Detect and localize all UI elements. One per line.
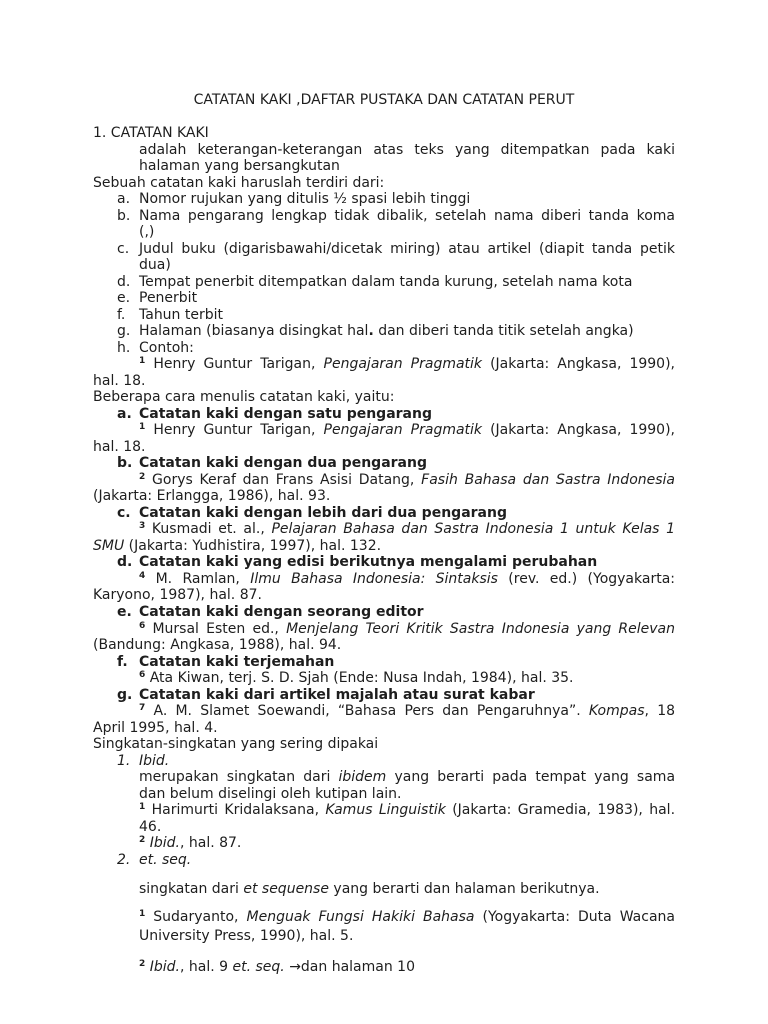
list-marker: b.	[117, 207, 131, 224]
list-item-text: dua)	[139, 257, 171, 274]
list-item	[93, 274, 675, 291]
footnote-line: 46.	[139, 818, 162, 835]
footnote	[93, 472, 675, 505]
footnote-abbrev: et. seq.	[232, 958, 285, 975]
explanation-text: yang berarti pada tempat yang sama	[394, 769, 676, 786]
abbreviation-item	[93, 753, 675, 770]
method-heading-text: Catatan kaki dari artikel majalah atau surat kabar	[139, 686, 535, 703]
method-heading	[93, 455, 675, 472]
footnote-title: Ilmu Bahasa Indonesia: Sintaksis	[250, 570, 498, 587]
footnote-date: , 18	[644, 703, 676, 720]
list-marker: 2.	[117, 851, 131, 868]
list-marker: a.	[117, 405, 132, 422]
footnote-number: 1	[139, 909, 146, 920]
footnote	[139, 908, 675, 946]
footnote-number: 6	[139, 670, 146, 681]
footnote-publication: (Jakarta: Angkasa, 1990),	[490, 422, 676, 439]
explanation-term: ibidem	[338, 769, 387, 786]
footnote-line: (Jakarta: Erlangga, 1986), hal. 93.	[93, 488, 331, 505]
footnote-line: University Press, 1990), hal. 5.	[139, 928, 354, 945]
footnote-line	[93, 521, 675, 538]
footnote-author: Gorys Keraf dan Frans Asisi Datang,	[152, 471, 415, 488]
list-item	[93, 340, 675, 357]
section-heading: 1. CATATAN KAKI	[93, 125, 209, 142]
list-item	[93, 208, 675, 241]
list-item-text: Judul buku (digarisbawahi/dicetak miring) atau artikel (diapit tanda petik	[139, 240, 675, 257]
list-marker: f.	[117, 653, 128, 670]
footnote-number: 2	[139, 958, 146, 969]
footnote-title: Menjelang Teori Kritik Sastra Indonesia yang Relevan	[286, 620, 676, 637]
list-item-text: Contoh:	[139, 339, 194, 356]
explanation-line	[139, 769, 675, 786]
footnote-line	[93, 538, 675, 555]
footnote-line	[139, 959, 675, 976]
footnote-line	[93, 356, 675, 373]
footnote-author: Kusmadi et. al.,	[151, 521, 265, 538]
method-heading-text: Catatan kaki dengan dua pengarang	[139, 455, 427, 472]
footnote-publication: (rev. ed.) (Yogyakarta:	[508, 570, 675, 587]
footnote-number: 7	[139, 703, 146, 714]
method-heading	[93, 604, 675, 621]
method-heading	[93, 505, 675, 522]
footnote-note: →dan halaman 10	[289, 958, 415, 975]
list-marker: d.	[117, 273, 131, 290]
method-heading	[93, 687, 675, 704]
list-marker: 1.	[117, 752, 131, 769]
footnote-author: Mursal Esten ed.,	[152, 620, 279, 637]
footnote-page: , hal. 87.	[179, 835, 242, 852]
document-page	[93, 92, 675, 975]
list-marker: h.	[117, 339, 131, 356]
footnote-line	[93, 670, 675, 687]
methods-intro: Beberapa cara menulis catatan kaki, yaitu:	[93, 389, 395, 406]
footnote-number: 1	[139, 356, 146, 367]
footnote-text: Ata Kiwan, terj. S. D. Sjah (Ende: Nusa Indah, 1984), hal. 35.	[149, 670, 574, 687]
method-heading-text: Catatan kaki dengan seorang editor	[139, 603, 424, 620]
components-intro: Sebuah catatan kaki haruslah terdiri dari:	[93, 174, 385, 191]
footnote-title: Fasih Bahasa dan Sastra Indonesia	[421, 471, 676, 488]
list-item	[93, 241, 675, 274]
method-heading-text: Catatan kaki yang edisi berikutnya mengalami perubahan	[139, 554, 598, 571]
footnote-line: hal. 18.	[93, 438, 146, 455]
footnote	[93, 621, 675, 654]
footnote-example	[93, 356, 675, 389]
list-marker: f.	[117, 306, 126, 323]
list-marker: b.	[117, 455, 133, 472]
footnote-number: 2	[139, 835, 146, 846]
footnote-page: , hal. 9	[179, 958, 229, 975]
list-item-text: Tempat penerbit ditempatkan dalam tanda kurung, setelah nama kota	[139, 273, 633, 290]
footnote-line	[93, 703, 675, 720]
abbreviation-term: Ibid.	[139, 752, 170, 769]
footnote	[93, 422, 675, 455]
list-item	[93, 290, 675, 307]
footnote-title: Pelajaran Bahasa dan Sastra Indonesia 1 untuk Kelas 1	[271, 521, 676, 538]
explanation-text: merupakan singkatan dari	[139, 769, 331, 786]
footnote-title: Kamus Linguistik	[325, 802, 446, 819]
footnote-line: (Bandung: Angkasa, 1988), hal. 94.	[93, 637, 342, 654]
bold-period: .	[368, 323, 374, 340]
footnote	[93, 703, 675, 736]
footnote-publication: (Jakarta: Gramedia, 1983), hal.	[452, 802, 676, 819]
explanation-line	[139, 881, 675, 898]
list-item-text: Tahun terbit	[139, 306, 224, 323]
list-marker: c.	[117, 240, 130, 257]
abbreviation-term: et. seq.	[139, 851, 192, 868]
footnote-line	[93, 571, 675, 588]
method-heading	[93, 554, 675, 571]
list-marker: c.	[117, 504, 131, 521]
footnote	[93, 670, 675, 687]
footnote-number: 2	[139, 471, 146, 482]
list-item-text: Nama pengarang lengkap tidak dibalik, setelah nama diberi tanda koma	[139, 207, 675, 224]
list-marker: g.	[117, 686, 133, 703]
method-heading-text: Catatan kaki terjemahan	[139, 653, 335, 670]
list-marker: g.	[117, 323, 131, 340]
footnote-title: Pengajaran Pragmatik	[323, 356, 483, 373]
abbreviation-item	[93, 852, 675, 869]
footnote-publication: (Jakarta: Angkasa, 1990),	[490, 356, 676, 373]
footnote-line	[139, 802, 675, 819]
list-marker: e.	[117, 290, 131, 307]
definition-line: adalah keterangan-keterangan atas teks yang ditempatkan pada kaki	[139, 141, 675, 158]
method-heading-text: Catatan kaki dengan satu pengarang	[139, 405, 432, 422]
footnote-number: 1	[139, 422, 146, 433]
footnote-number: 3	[139, 521, 146, 532]
method-heading	[93, 654, 675, 671]
list-marker: e.	[117, 603, 132, 620]
list-item-text	[139, 323, 675, 340]
footnote-line	[93, 621, 675, 638]
list-item-text-part: Halaman (biasanya disingkat hal	[139, 323, 369, 340]
footnote-publication-name: Kompas	[588, 703, 645, 720]
abbreviations-intro: Singkatan-singkatan yang sering dipakai	[93, 736, 379, 753]
explanation-term: et sequense	[243, 880, 329, 897]
method-heading-text: Catatan kaki dengan lebih dari dua pengarang	[139, 504, 507, 521]
list-item	[93, 323, 675, 340]
abbreviation-body	[93, 769, 675, 852]
footnote	[93, 571, 675, 604]
footnote-author: Henry Guntur Tarigan,	[153, 422, 316, 439]
list-item-text-part: dan diberi tanda titik setelah angka)	[378, 323, 634, 340]
footnote-line: April 1995, hal. 4.	[93, 719, 218, 736]
list-marker: d.	[117, 554, 133, 571]
method-heading	[93, 406, 675, 423]
list-item-text: Penerbit	[139, 290, 198, 307]
footnote-number: 6	[139, 620, 146, 631]
footnote-line: Karyono, 1987), hal. 87.	[93, 587, 262, 604]
footnote-author: M. Ramlan,	[155, 570, 240, 587]
definition-line: halaman yang bersangkutan	[139, 158, 340, 175]
list-item-text: Nomor rujukan yang ditulis ½ spasi lebih tinggi	[139, 191, 471, 208]
components-list	[93, 191, 675, 356]
footnote-abbrev: Ibid.	[149, 958, 180, 975]
footnote-abbrev: Ibid.	[149, 835, 180, 852]
footnote-author: A. M. Slamet Soewandi, “Bahasa Pers dan Pengaruhnya”.	[153, 703, 581, 720]
footnote-line	[93, 472, 675, 489]
footnote-publication: (Yogyakarta: Duta Wacana	[482, 909, 675, 926]
footnote-author: Sudaryanto,	[153, 909, 239, 926]
footnote-title: Menguak Fungsi Hakiki Bahasa	[246, 909, 475, 926]
footnote-line	[93, 422, 675, 439]
footnote-number: 4	[139, 570, 146, 581]
explanation-text: singkatan dari	[139, 880, 239, 897]
list-item-text: (,)	[139, 224, 155, 241]
explanation-line: dan belum diselingi oleh kutipan lain.	[139, 785, 402, 802]
footnote-author: Harimurti Kridalaksana,	[151, 802, 320, 819]
explanation-text: yang berarti dan halaman berikutnya.	[333, 880, 600, 897]
list-item	[93, 307, 675, 324]
page-title: CATATAN KAKI ,DAFTAR PUSTAKA DAN CATATAN PERUT	[193, 92, 575, 108]
definition-paragraph	[93, 142, 675, 175]
footnote-author: Henry Guntur Tarigan,	[153, 356, 316, 373]
footnote-line	[139, 835, 675, 852]
footnote-title: SMU	[93, 537, 125, 554]
list-marker: a.	[117, 191, 131, 208]
footnote-line: hal. 18.	[93, 372, 146, 389]
footnote-publication: (Jakarta: Yudhistira, 1997), hal. 132.	[128, 537, 382, 554]
footnote-title: Pengajaran Pragmatik	[323, 422, 483, 439]
footnote	[93, 521, 675, 554]
footnote-line	[139, 908, 675, 927]
abbreviation-body	[93, 881, 675, 975]
list-item	[93, 191, 675, 208]
footnote-number: 1	[139, 802, 146, 813]
